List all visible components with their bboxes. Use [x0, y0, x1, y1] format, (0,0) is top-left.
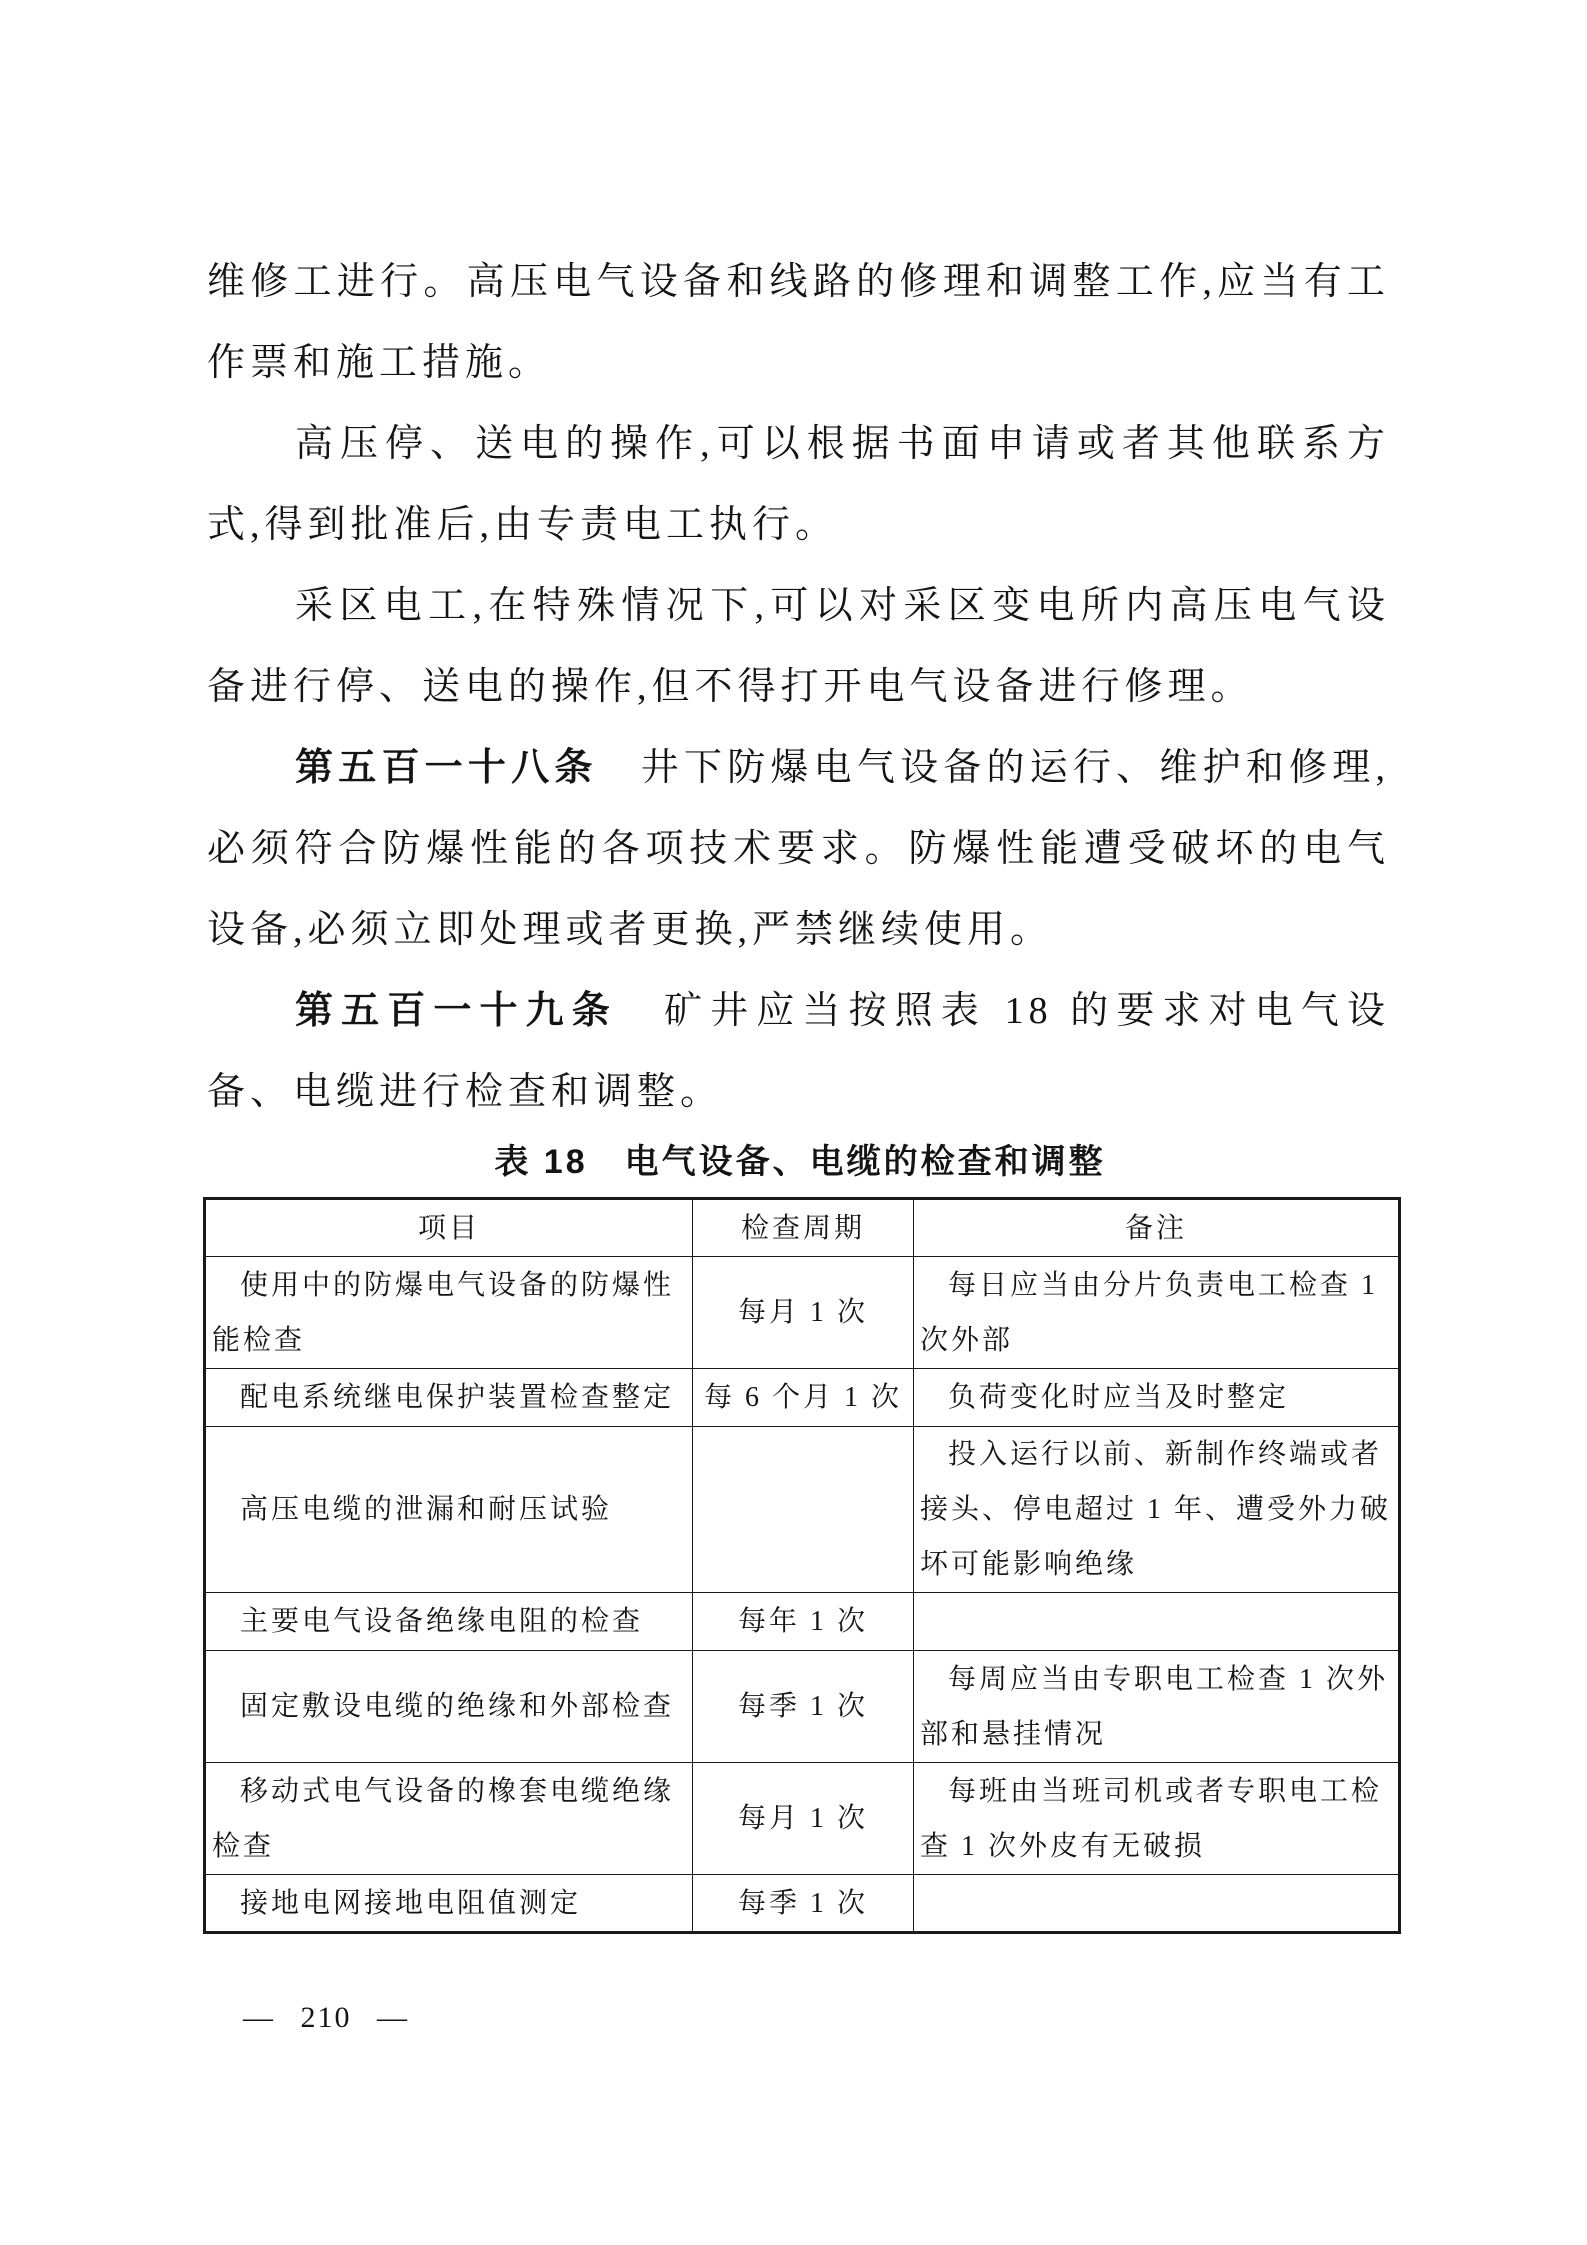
period-cell: 每季 1 次	[693, 1875, 914, 1933]
paragraph-text: 矿井应当按照表 18 的要求对电气设备、电缆进行检查和调整。	[207, 990, 1390, 1113]
remark-cell: 每周应当由专职电工检查 1 次外部和悬挂情况	[914, 1651, 1400, 1763]
paragraph	[207, 566, 1390, 728]
article-number: 第五百一十八条	[295, 747, 598, 789]
body-text	[207, 242, 1390, 1133]
column-header-item: 项目	[205, 1199, 693, 1257]
item-cell: 接地电网接地电阻值测定	[205, 1875, 693, 1933]
period-cell: 每月 1 次	[693, 1763, 914, 1875]
page-number: — 210 —	[243, 2001, 409, 2034]
table-row	[205, 1651, 1400, 1763]
item-cell: 高压电缆的泄漏和耐压试验	[205, 1427, 693, 1593]
table-row	[205, 1763, 1400, 1875]
period-cell: 每季 1 次	[693, 1651, 914, 1763]
paragraph-article-518	[207, 728, 1390, 971]
remark-cell: 每班由当班司机或者专职电工检查 1 次外皮有无破损	[914, 1763, 1400, 1875]
table-header-row	[205, 1199, 1400, 1257]
table-row	[205, 1875, 1400, 1933]
item-cell: 固定敷设电缆的绝缘和外部检查	[205, 1651, 693, 1763]
remark-cell: 每日应当由分片负责电工检查 1 次外部	[914, 1257, 1400, 1369]
remark-cell	[914, 1593, 1400, 1651]
table-row	[205, 1593, 1400, 1651]
paragraph-article-519	[207, 971, 1390, 1133]
column-header-remark: 备注	[914, 1199, 1400, 1257]
period-cell: 每 6 个月 1 次	[693, 1369, 914, 1427]
remark-cell: 负荷变化时应当及时整定	[914, 1369, 1400, 1427]
paragraph	[207, 404, 1390, 566]
period-cell	[693, 1427, 914, 1593]
period-cell: 每年 1 次	[693, 1593, 914, 1651]
remark-cell	[914, 1875, 1400, 1933]
table-row	[205, 1427, 1400, 1593]
article-number: 第五百一十九条	[295, 990, 618, 1032]
paragraph-text: 采区电工,在特殊情况下,可以对采区变电所内高压电气设备进行停、送电的操作,但不得打开电气设备进行修理。	[207, 585, 1390, 708]
item-cell: 使用中的防爆电气设备的防爆性能检查	[205, 1257, 693, 1369]
table-row	[205, 1369, 1400, 1427]
inspection-table	[203, 1197, 1401, 1934]
table-title: 表 18 电气设备、电缆的检查和调整	[494, 1143, 1106, 1181]
table-row	[205, 1257, 1400, 1369]
item-cell: 配电系统继电保护装置检查整定	[205, 1369, 693, 1427]
period-cell: 每月 1 次	[693, 1257, 914, 1369]
paragraph-continuation	[207, 242, 1390, 404]
column-header-period: 检查周期	[693, 1199, 914, 1257]
paragraph-text: 井下防爆电气设备的运行、维护和修理,必须符合防爆性能的各项技术要求。防爆性能遭受破坏的电气设备,必须立即处理或者更换,严禁继续使用。	[207, 747, 1390, 951]
item-cell: 主要电气设备绝缘电阻的检查	[205, 1593, 693, 1651]
paragraph-text: 维修工进行。高压电气设备和线路的修理和调整工作,应当有工作票和施工措施。	[207, 261, 1390, 384]
paragraph-text: 高压停、送电的操作,可以根据书面申请或者其他联系方式,得到批准后,由专责电工执行。	[207, 423, 1390, 546]
remark-cell: 投入运行以前、新制作终端或者接头、停电超过 1 年、遭受外力破坏可能影响绝缘	[914, 1427, 1400, 1593]
item-cell: 移动式电气设备的橡套电缆绝缘检查	[205, 1763, 693, 1875]
